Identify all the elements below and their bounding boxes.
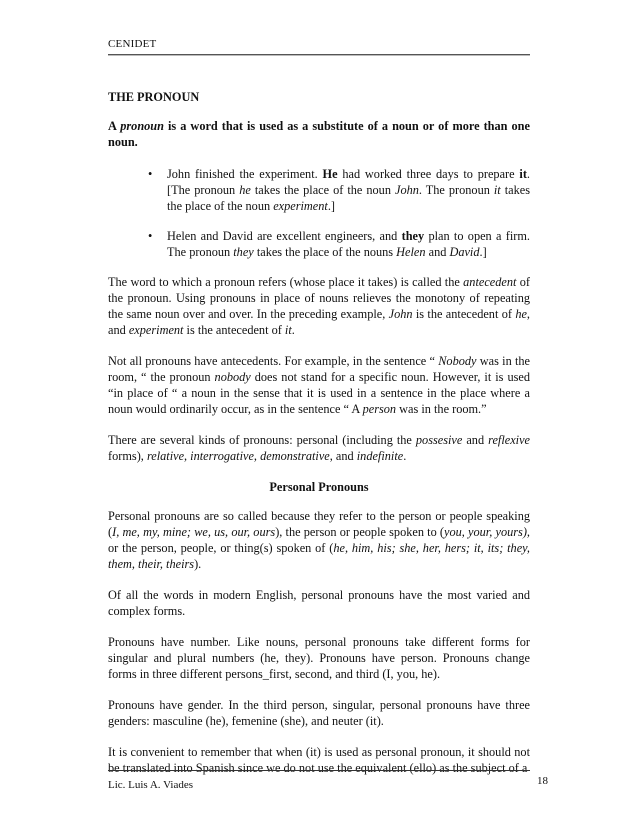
- section-heading: Personal Pronouns: [269, 480, 369, 494]
- bullet-icon: •: [148, 167, 153, 181]
- list-item: • John finished the experiment. He had worked three days to prepare it. [The pronoun he takes the place of the noun John. The pronoun it takes the place of the noun experiment.]: [148, 167, 530, 213]
- paragraph-forms: Of all the words in modern English, personal pronouns have the most varied and complex forms.: [108, 588, 530, 618]
- footer-author: Lic. Luis A. Viades: [108, 779, 193, 791]
- header-rule: [108, 54, 530, 55]
- paragraph-gender: Pronouns have gender. In the third person, singular, personal pronouns have three genders: masculine (he), femenine (she), and neuter (it).: [108, 698, 530, 728]
- page-title: THE PRONOUN: [108, 90, 200, 104]
- paragraph-number: Pronouns have number. Like nouns, personal pronouns take different forms for singular and plural numbers (he, they). Pronouns have person. Pronouns change forms in three different persons_first, second, and third (I, you, he).: [108, 635, 530, 681]
- def-pronoun-term: pronoun: [120, 119, 164, 133]
- example-list: [108, 166, 530, 260]
- def-a: A: [108, 119, 121, 133]
- paragraph-antecedent: The word to which a pronoun refers (whose place it takes) is called the antecedent of the pronoun. Using pronouns in place of nouns relieves the monotony of repeating the same noun over and over. In the preceding example, John is the antecedent of he, and experiment is the antecedent of it.: [108, 275, 530, 337]
- def-rest: is a word that is used as a substitute of a noun or of more than one noun.: [108, 119, 530, 149]
- paragraph-kinds: There are several kinds of pronouns: personal (including the possesive and reflexive forms), relative, interrogative, demonstrative, and indefinite.: [108, 433, 530, 463]
- paragraph-personal: Personal pronouns are so called because they refer to the person or people speaking (I, me, my, mine; we, us, our, ours), the person or people spoken to (you, your, yours), or the person, people, or thing(s) spoken of (he, him, his; she, her, hers; it, its; they, them, their, theirs).: [108, 509, 531, 571]
- running-header: CENIDET: [108, 38, 157, 50]
- pronoun-definition: [108, 118, 530, 150]
- bullet-icon: •: [148, 229, 153, 243]
- paragraph-convenient: It is convenient to remember that when (it) is used as personal pronoun, it should not be translated into Spanish since we do not use the equivalent (ello) as the subject of a: [108, 745, 530, 775]
- list-item: • Helen and David are excellent engineers, and they plan to open a firm. The pronoun they takes the place of the nouns Helen and David.]: [148, 229, 530, 259]
- paragraph-not-all: Not all pronouns have antecedents. For example, in the sentence “ Nobody was in the room, “ the pronoun nobody does not stand for a specific noun. However, it is used “in place of “ a noun in the sense that it is used in a sentence in the place where a noun would ordinarily occur, as in the sentence “ A person was in the room.”: [108, 354, 531, 416]
- page-number: 18: [537, 775, 548, 787]
- page-body: [108, 89, 530, 791]
- footer-rule: [108, 770, 530, 771]
